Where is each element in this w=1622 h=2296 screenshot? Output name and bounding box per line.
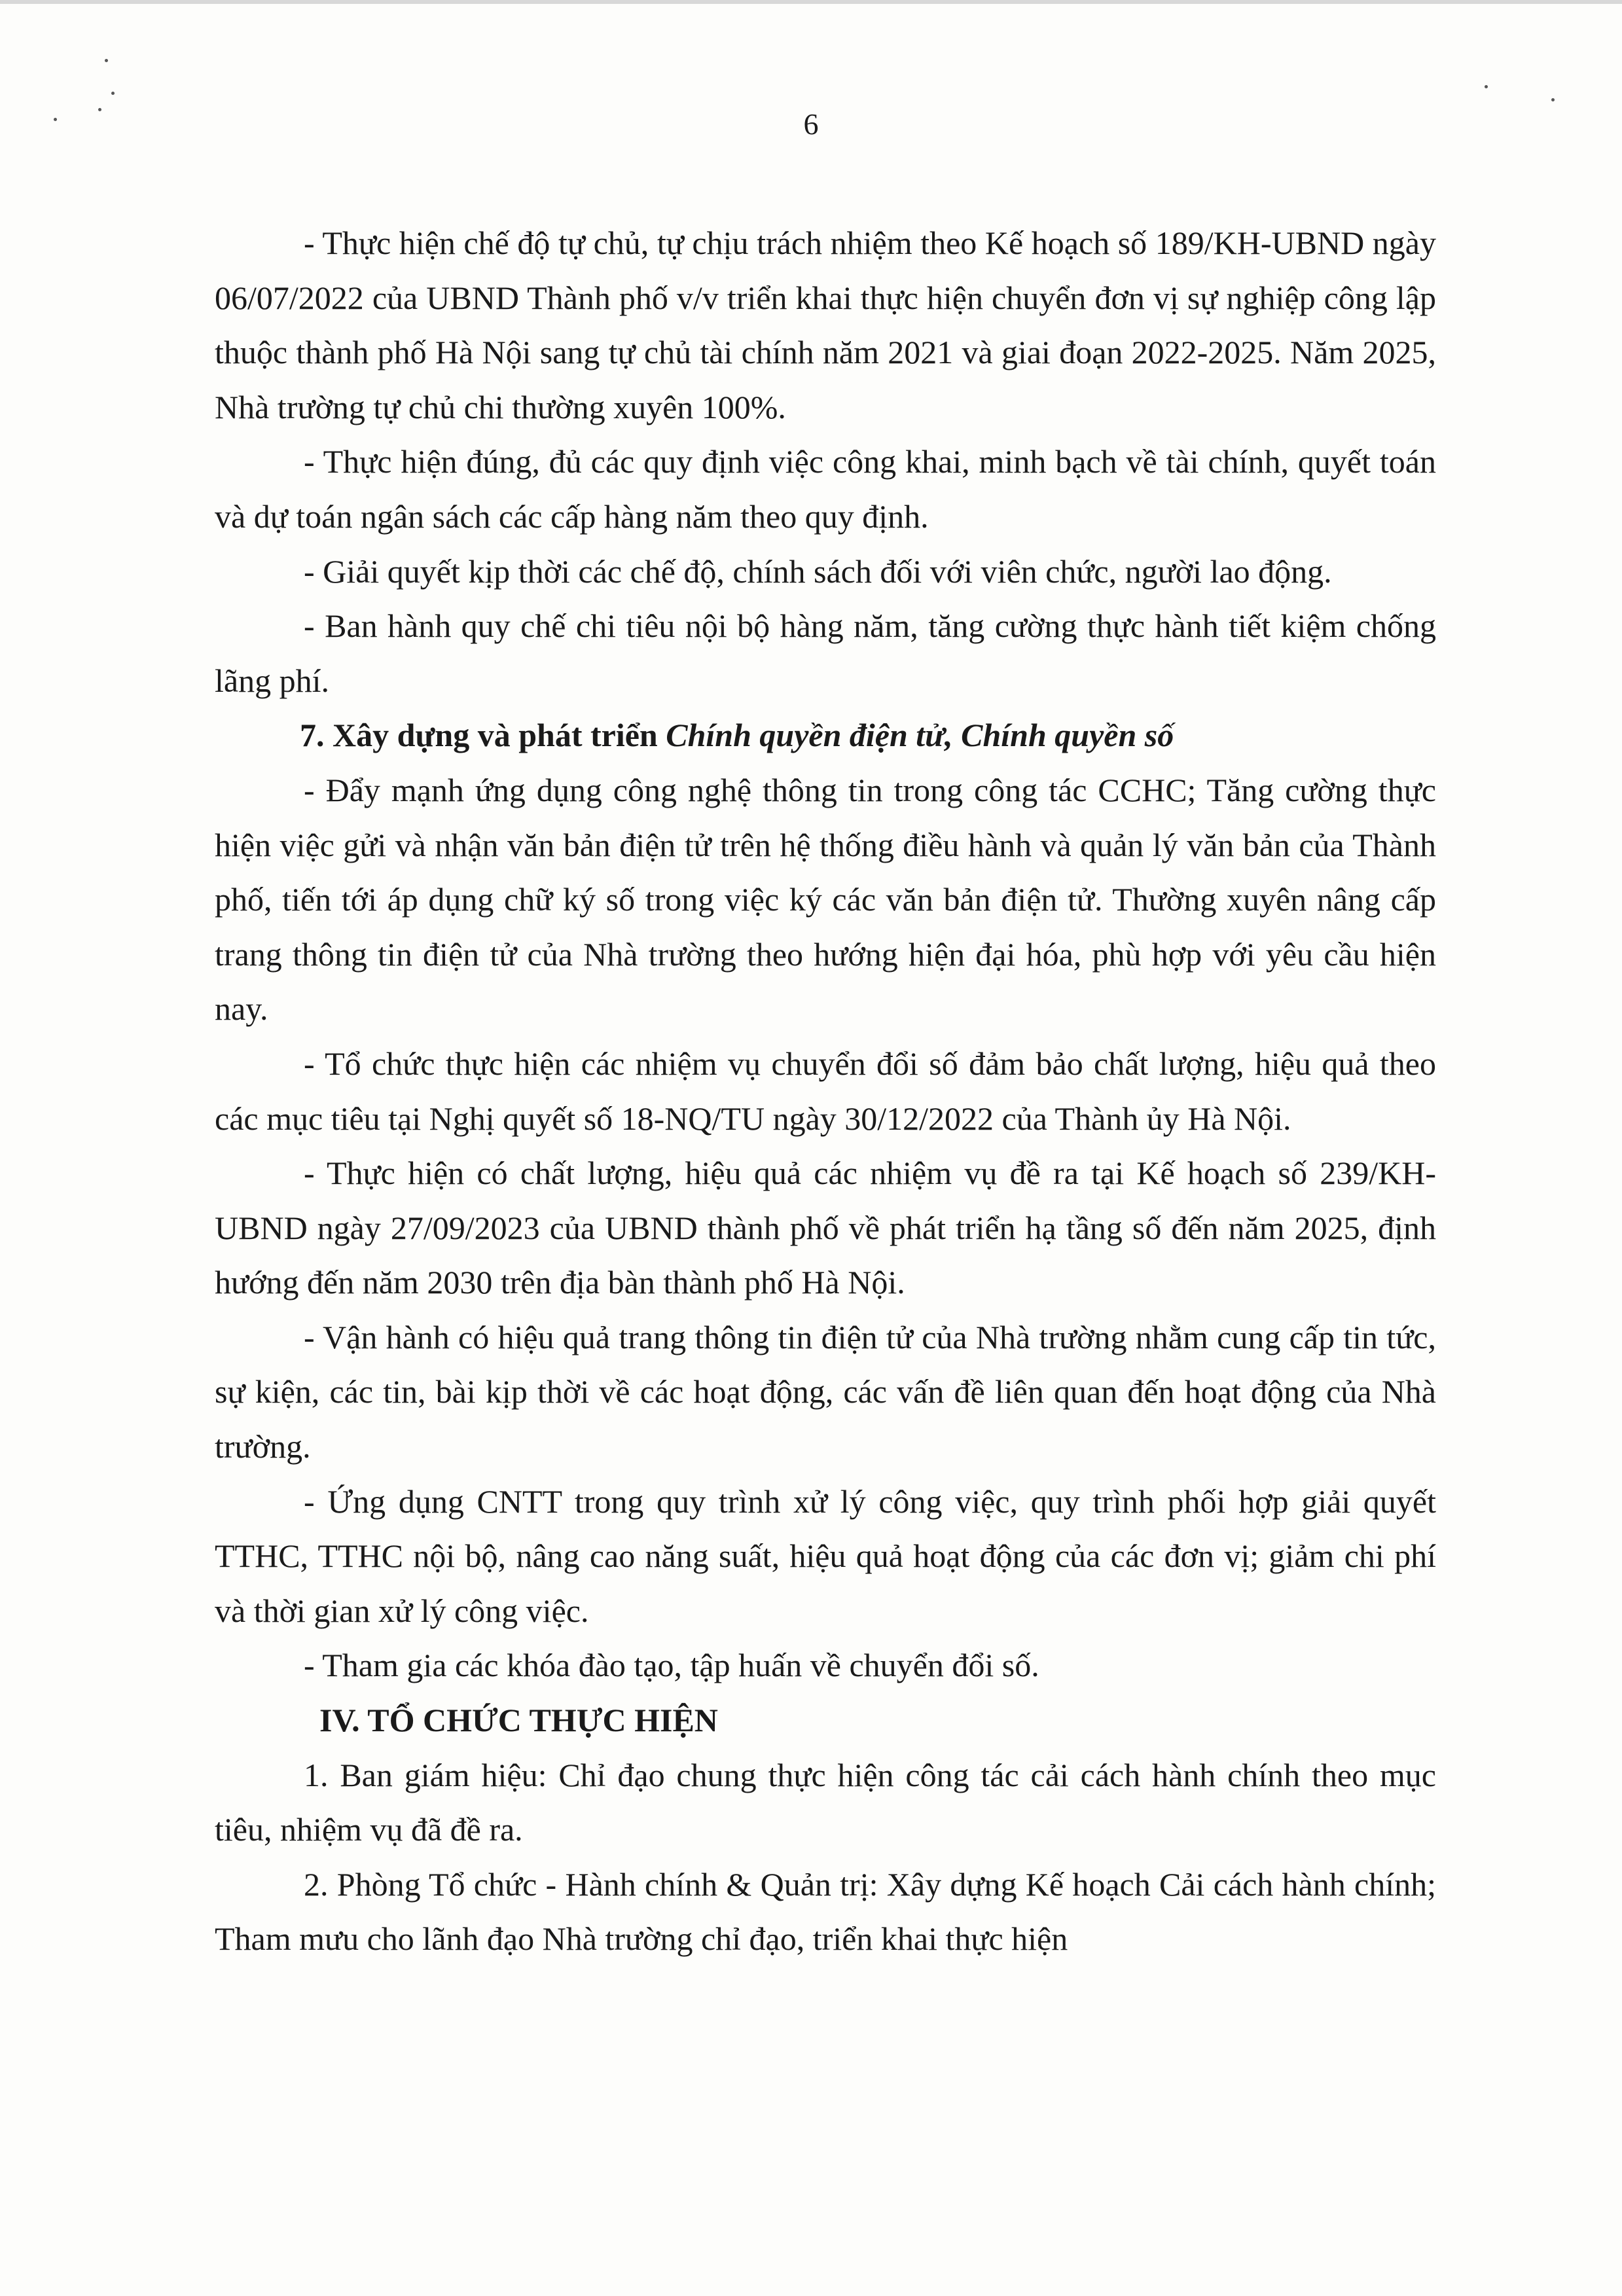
document-body <box>215 216 1436 1967</box>
paragraph-board: 1. Ban giám hiệu: Chỉ đạo chung thực hiện công tác cải cách hành chính theo mục tiêu, nhiệm vụ đã đề ra. <box>215 1756 1436 1848</box>
paragraph-policies: - Giải quyết kịp thời các chế độ, chính sách đối với viên chức, người lao động. <box>304 552 1332 590</box>
paragraph-it-workflow: - Ứng dụng CNTT trong quy trình xử lý công việc, quy trình phối hợp giải quyết TTHC, TTHC nội bộ, nâng cao năng suất, hiệu quả hoạt động của các đơn vị; giảm chi phí và thời gian xử lý công việc. <box>215 1482 1436 1629</box>
scan-edge <box>0 0 1622 4</box>
paragraph-training: - Tham gia các khóa đào tạo, tập huấn về chuyển đổi số. <box>304 1647 1039 1684</box>
scan-speck <box>111 92 115 95</box>
paragraph-autonomy: - Thực hiện chế độ tự chủ, tự chịu trách nhiệm theo Kế hoạch số 189/KH-UBND ngày 06/07/2022 của UBND Thành phố v/v triển khai thực hiện chuyển đơn vị sự nghiệp công lập thuộc thành phố Hà Nội sang tự chủ tài chính năm 2021 và giai đoạn 2022-2025. Năm 2025, Nhà trường tự chủ chi thường xuyên 100%. <box>215 224 1436 425</box>
section-iv-heading: IV. TỔ CHỨC THỰC HIỆN <box>319 1702 718 1739</box>
section-7-heading-italic: Chính quyền điện tử, Chính quyền số <box>666 717 1174 754</box>
paragraph-admin-office: 2. Phòng Tổ chức - Hành chính & Quản trị: Xây dựng Kế hoạch Cải cách hành chính; Tham mưu cho lãnh đạo Nhà trường chỉ đạo, triển khai thực hiện <box>215 1865 1436 1958</box>
paragraph-spending-rules: - Ban hành quy chế chi tiêu nội bộ hàng năm, tăng cường thực hành tiết kiệm chống lãng phí. <box>215 607 1436 699</box>
page-number: 6 <box>803 107 819 141</box>
paragraph-website-operation: - Vận hành có hiệu quả trang thông tin điện tử của Nhà trường nhằm cung cấp tin tức, sự kiện, các tin, bài kịp thời về các hoạt động, các vấn đề liên quan đến hoạt động của Nhà trường. <box>215 1318 1436 1465</box>
paragraph-digital-infrastructure: - Thực hiện có chất lượng, hiệu quả các nhiệm vụ đề ra tại Kế hoạch số 239/KH-UBND ngày 27/09/2023 của UBND thành phố về phát triển hạ tầng số đến năm 2025, định hướng đến năm 2030 trên địa bàn thành phố Hà Nội. <box>215 1155 1436 1301</box>
section-7-heading <box>215 708 1436 763</box>
scan-speck <box>1551 98 1555 101</box>
paragraph-it-application: - Đẩy mạnh ứng dụng công nghệ thông tin trong công tác CCHC; Tăng cường thực hiện việc gửi và nhận văn bản điện tử trên hệ thống điều hành và quản lý văn bản của Thành phố, tiến tới áp dụng chữ ký số trong việc ký các văn bản điện tử. Thường xuyên nâng cấp trang thông tin điện tử của Nhà trường theo hướng hiện đại hóa, phù hợp với yêu cầu hiện nay. <box>215 771 1436 1028</box>
section-7-heading-prefix: 7. Xây dựng và phát triển <box>300 717 666 754</box>
paragraph-transparency: - Thực hiện đúng, đủ các quy định việc công khai, minh bạch về tài chính, quyết toán và dự toán ngân sách các cấp hàng năm theo quy định. <box>215 443 1436 535</box>
scan-speck <box>105 59 108 62</box>
scan-speck <box>1485 85 1488 88</box>
paragraph-digital-transformation: - Tổ chức thực hiện các nhiệm vụ chuyển đổi số đảm bảo chất lượng, hiệu quả theo các mục tiêu tại Nghị quyết số 18-NQ/TU ngày 30/12/2022 của Thành ủy Hà Nội. <box>215 1045 1436 1137</box>
stamp-remnant <box>0 831 85 1106</box>
